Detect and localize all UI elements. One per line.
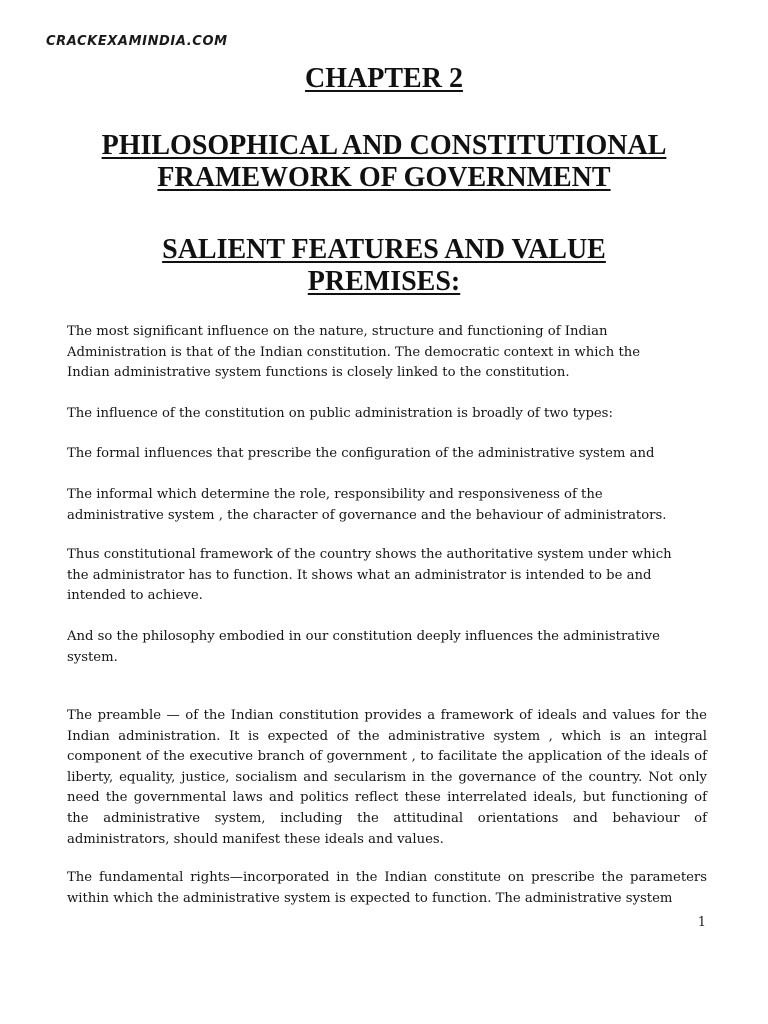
paragraph-line: And so the philosophy embodied in our constitution deeply influences the administrative	[67, 629, 660, 644]
paragraph-influence-types	[67, 404, 707, 425]
paragraph-line: system.	[67, 649, 118, 665]
paragraph-informal-influences	[67, 485, 707, 526]
paragraph-line: Indian administrative system functions is closely linked to the constitution.	[67, 365, 570, 381]
chapter-title	[40, 130, 728, 194]
paragraph-framework	[67, 545, 707, 607]
paragraph-fundamental-rights: The fundamental rights—incorporated in the Indian constitute on prescribe the parameters within which the administrative system is expected to function. The administrative system	[67, 870, 707, 906]
page-number: 1	[697, 915, 706, 930]
section-heading-line-1: SALIENT FEATURES AND VALUE	[162, 234, 606, 265]
chapter-heading	[40, 63, 728, 95]
paragraph-line: The influence of the constitution on public administration is broadly of two types:	[67, 406, 613, 421]
paragraph-line: the administrator has to function. It shows what an administrator is intended to be and	[67, 567, 652, 583]
paragraph-intro	[67, 322, 707, 384]
paragraph-line: Thus constitutional framework of the country shows the authoritative system under which	[67, 547, 672, 562]
paragraph-formal-influences	[67, 444, 707, 465]
paragraph-line: The informal which determine the role, responsibility and responsiveness of the	[67, 487, 603, 502]
chapter-heading-text: CHAPTER 2	[305, 63, 463, 94]
section-heading	[40, 234, 728, 298]
paragraph-philosophy	[67, 627, 707, 668]
paragraph-line: intended to achieve.	[67, 588, 203, 604]
paragraph-line: The formal influences that prescribe the configuration of the administrative system and	[67, 446, 655, 461]
paragraph-preamble: The preamble — of the Indian constitution provides a framework of ideals and values for the Indian administration. It is expected of the administrative system , which is an integral component of the executive branch of government , to facilitate the application of the ideals of liberty, equality, justice, socialism and secularism in the governance of the country. Not only need the governmental laws and politics reflect these interrelated ideals, but functioning of the administrative system, including the attitudinal orientations and behaviour of administrators, should manifest these ideals and values.	[67, 708, 707, 847]
chapter-title-line-2: FRAMEWORK OF GOVERNMENT	[157, 162, 611, 193]
chapter-title-line-1: PHILOSOPHICAL AND CONSTITUTIONAL	[101, 130, 667, 161]
section-heading-line-2: PREMISES:	[307, 266, 461, 297]
paragraph-line: Administration is that of the Indian constitution. The democratic context in which the	[67, 344, 641, 360]
site-watermark: CRACKEXAMINDIA.COM	[46, 34, 228, 49]
paragraph-line: The most significant influence on the nature, structure and functioning of Indian	[67, 324, 608, 339]
paragraph-line: administrative system , the character of governance and the behaviour of administrators.	[67, 507, 667, 523]
